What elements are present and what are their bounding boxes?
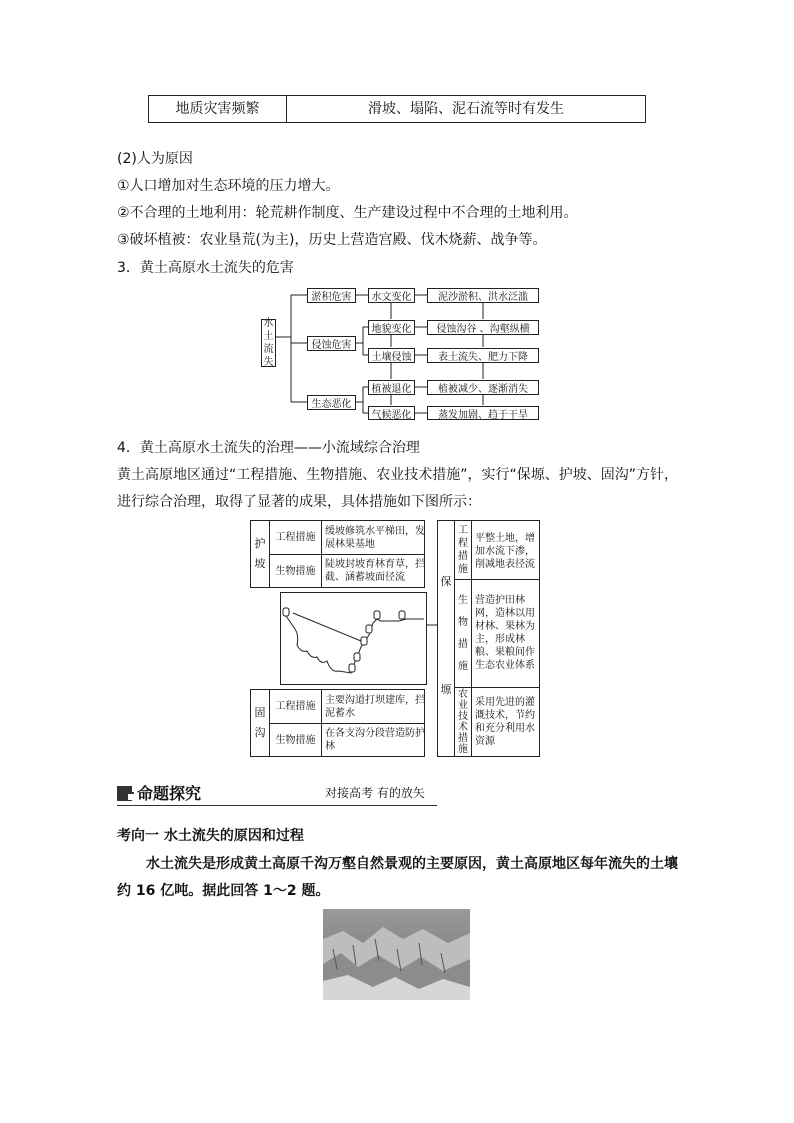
harm-l3-box: 泥沙淤积、洪水泛滥 (427, 288, 539, 303)
valley-illustration (281, 593, 426, 684)
baoyuan-type-char: 工 (458, 525, 468, 536)
harm-root-char: 水 (263, 318, 274, 329)
hupo-table (250, 520, 425, 588)
baoyuan-desc: 采用先进的灌溉技术，节约和充分利用水资源 (475, 697, 535, 747)
harm-l2-box: 地貌变化 (368, 320, 415, 335)
kaoxiang-paragraph-line: 约 16 亿吨。据此回答 1～2 题。 (117, 883, 330, 899)
baoyuan-type (455, 521, 471, 579)
kaoxiang-heading: 考向一 水土流失的原因和过程 (117, 828, 304, 844)
human-cause-item: ①人口增加对生态环境的压力增大。 (117, 178, 340, 194)
harm-l3-box: 表土流失、肥力下降 (427, 348, 539, 363)
baoyuan-type-char: 措 (458, 733, 468, 744)
harm-l2-box: 气候恶化 (368, 406, 415, 420)
human-cause-item: ③破坏植被：农业垦荒(为主)，历史上营造宫殿、伐木烧薪、战争等。 (117, 232, 547, 248)
gugou-side-label (251, 690, 269, 756)
harm-l2-box: 土壤侵蚀 (368, 348, 415, 363)
gugou-type: 工程措施 (275, 701, 316, 712)
harm-root-char: 失 (263, 357, 274, 368)
harm-l1-box: 淤积危害 (307, 288, 356, 303)
hupo-side-label (251, 521, 269, 587)
gugou-desc: 在各支沟分段营造防护林 (325, 728, 425, 752)
gugou-side-char: 固 (254, 706, 266, 719)
baoyuan-type-char: 物 (458, 616, 468, 628)
baoyuan-desc: 营造护田林网，造林以用材林、果林为主，形成林粮、果粮间作生态农业体系 (475, 595, 535, 671)
hupo-side-char: 坡 (254, 557, 266, 570)
banner-title: 命题探究 (137, 784, 202, 803)
harm-l1-box: 生态恶化 (307, 395, 356, 410)
harm-root-char: 流 (263, 344, 274, 355)
harm-root-box (261, 319, 276, 367)
human-cause-item: ②不合理的土地利用：轮荒耕作制度、生产建设过程中不合理的土地利用。 (117, 205, 578, 221)
harm-root-char: 土 (263, 331, 274, 342)
harm-diagram (255, 285, 555, 420)
baoyuan-type-char: 施 (458, 564, 468, 575)
harm-l1-box: 侵蚀危害 (307, 336, 356, 351)
baoyuan-side-char: 保 (440, 575, 452, 588)
baoyuan-type-char: 农 (458, 689, 468, 700)
gugou-desc: 主要沟道打坝建库，拦泥蓄水 (325, 695, 425, 719)
hupo-desc: 缓坡修筑水平梯田，发展林果基地 (325, 526, 425, 550)
top-table (148, 95, 646, 123)
harm-l3-box: 植被减少、逐渐消失 (427, 380, 539, 395)
section3-heading: 3．黄土高原水土流失的危害 (117, 260, 294, 276)
banner-underline (117, 805, 437, 806)
top-table-label: 地质灾害频繁 (175, 101, 260, 117)
baoyuan-table (437, 520, 540, 757)
loess-plateau-photo (323, 909, 470, 1000)
baoyuan-type-char: 措 (458, 638, 468, 650)
banner-slogan: 对接高考 有的放矢 (325, 786, 425, 800)
gugou-side-char: 沟 (254, 726, 266, 739)
kaoxiang-paragraph-line: 水土流失是形成黄土高原千沟万壑自然景观的主要原因，黄土高原地区每年流失的土壤 (146, 856, 678, 872)
valley-illustration-frame (280, 592, 427, 685)
baoyuan-type-char: 措 (458, 551, 468, 562)
baoyuan-desc: 平整土地，增加水流下渗，削减地表径流 (475, 532, 535, 570)
baoyuan-type (455, 580, 471, 687)
section4-paragraph-line: 黄土高原地区通过“工程措施、生物措施、农业技术措施”，实行“保塬、护坡、固沟”方针， (117, 467, 679, 483)
banner-icon-accent (126, 792, 134, 800)
hupo-side-char: 护 (254, 537, 266, 550)
hupo-desc: 陡坡封坡育林育草，拦截、涵蓄坡面径流 (325, 559, 425, 583)
baoyuan-type-char: 技 (458, 711, 468, 722)
baoyuan-type-char: 施 (458, 660, 468, 672)
hupo-type: 生物措施 (275, 565, 316, 577)
top-table-value: 滑坡、塌陷、泥石流等时有发生 (368, 101, 564, 117)
baoyuan-type-char: 业 (458, 700, 468, 711)
baoyuan-type-char: 术 (458, 722, 468, 733)
baoyuan-type-char: 程 (458, 538, 468, 549)
section4-paragraph-line: 进行综合治理，取得了显著的成果，具体措施如下图所示： (117, 494, 481, 510)
harm-l3-box: 侵蚀沟谷 、沟壑纵横 (427, 320, 539, 335)
harm-l3-box: 蒸发加剧、趋于干旱 (427, 406, 539, 420)
gugou-table (250, 689, 425, 757)
gugou-type: 生物措施 (275, 734, 316, 746)
baoyuan-side-char: 塬 (440, 683, 452, 696)
section-banner (117, 782, 437, 810)
baoyuan-type-char: 施 (458, 744, 468, 755)
harm-l2-box: 植被退化 (368, 380, 415, 395)
human-causes-heading: (2)人为原因 (117, 151, 193, 167)
measures-diagram (250, 520, 540, 757)
baoyuan-type-char: 生 (458, 594, 468, 606)
section4-heading: 4．黄土高原水土流失的治理——小流域综合治理 (117, 440, 420, 456)
baoyuan-type (455, 688, 471, 756)
hupo-type: 工程措施 (275, 532, 316, 543)
harm-l2-box: 水文变化 (368, 288, 415, 303)
